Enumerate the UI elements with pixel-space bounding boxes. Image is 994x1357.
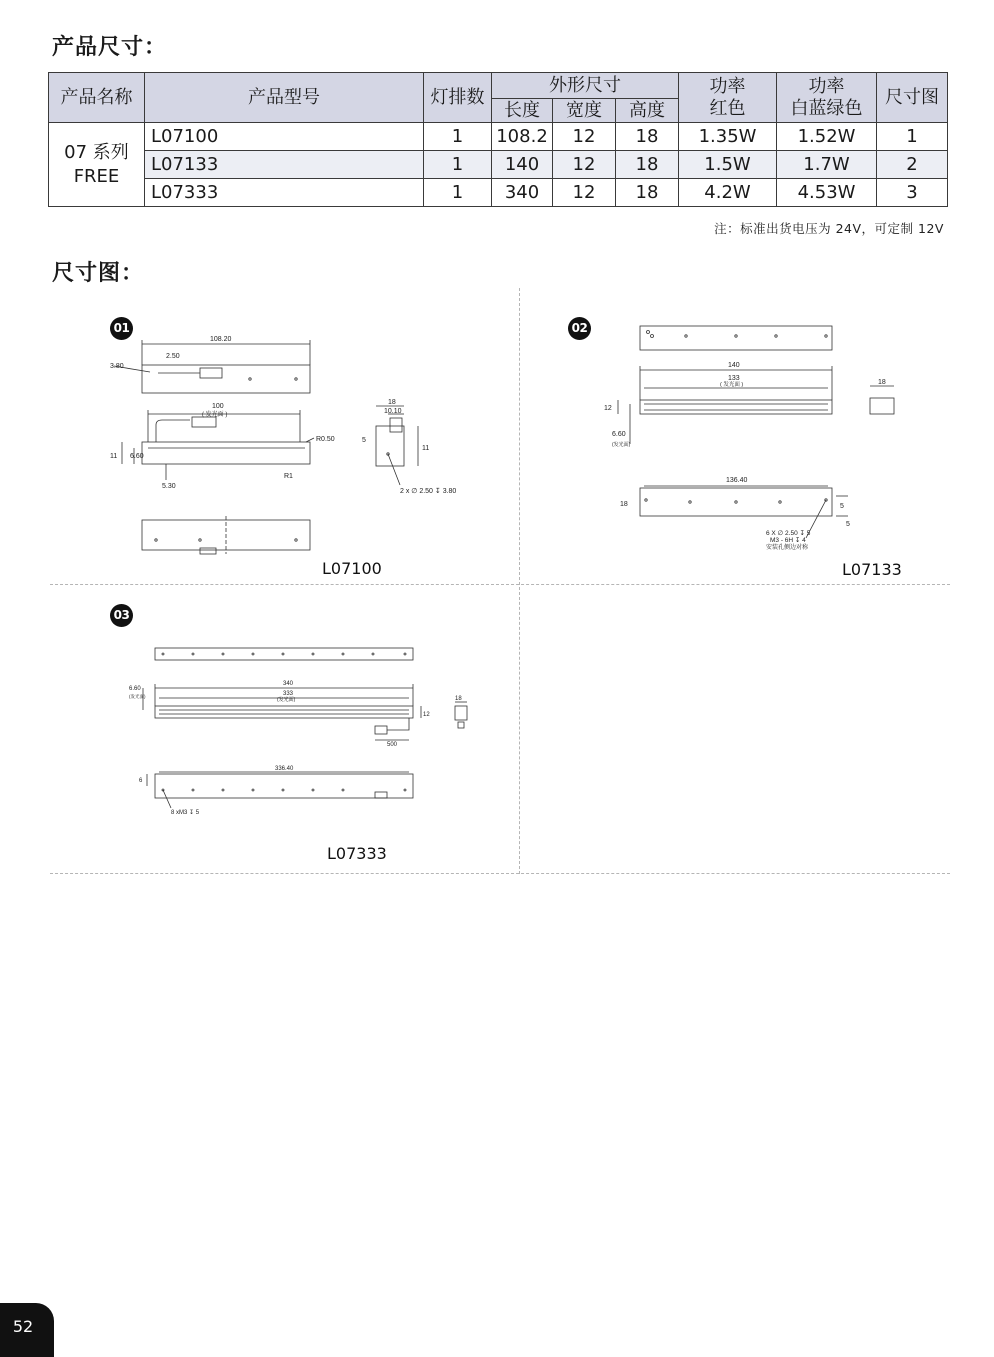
d2-bottom-body bbox=[640, 488, 832, 516]
cell-drawing: 3 bbox=[877, 179, 948, 207]
d3-dim-bottom: 336.40 bbox=[275, 766, 294, 772]
cell-width: 12 bbox=[553, 179, 616, 207]
d1-dim-emit: 100 bbox=[212, 403, 224, 410]
header-model: 产品型号 bbox=[145, 73, 424, 123]
drawings-title: 尺寸图： bbox=[52, 261, 145, 286]
d3-dim-emit: 333 bbox=[283, 691, 294, 697]
cell-rows: 1 bbox=[424, 151, 492, 179]
cell-drawing: 1 bbox=[877, 123, 948, 151]
d1-dim-s5: 5 bbox=[362, 437, 366, 444]
d1-dim-h66: 6.60 bbox=[130, 453, 144, 460]
drawing-caption-l07133: L07133 bbox=[842, 560, 902, 579]
d2-dim-emit-label: ( 发光面 ) bbox=[720, 382, 744, 388]
d1-dim-emit-label: ( 发光面 ) bbox=[202, 412, 228, 418]
d1-top-body bbox=[142, 365, 310, 393]
table-row bbox=[49, 123, 948, 151]
grid-divider-bottom bbox=[50, 873, 950, 874]
cell-power-wbg: 1.52W bbox=[777, 123, 877, 151]
cell-power-wbg: 1.7W bbox=[777, 151, 877, 179]
cell-width: 12 bbox=[553, 123, 616, 151]
grid-divider-middle bbox=[50, 584, 950, 585]
header-power-wbg-line1: 功率 bbox=[808, 75, 845, 97]
cell-power-red: 1.35W bbox=[679, 123, 777, 151]
d2-note3: 安装孔侧边对称 bbox=[766, 545, 809, 551]
series-cell bbox=[49, 123, 145, 207]
d1-dim-h53: 5.30 bbox=[162, 483, 176, 490]
d2-top-body bbox=[640, 326, 832, 350]
header-drawing: 尺寸图 bbox=[877, 73, 948, 123]
d3-dim-holes: 8 xM3 ↧ 5 bbox=[171, 810, 200, 816]
d1-dim-s1010: 10.10 bbox=[384, 408, 402, 415]
d2-dim-bottom: 136.40 bbox=[726, 477, 748, 484]
d1-dim-r05: R0.50 bbox=[316, 436, 335, 443]
cell-length: 108.2 bbox=[492, 123, 553, 151]
d3-end-body bbox=[455, 706, 467, 720]
header-power-red-line1: 功率 bbox=[709, 75, 746, 97]
d3-dim-b6: 6 bbox=[139, 778, 143, 784]
d3-dim-s18: 18 bbox=[455, 696, 462, 702]
product-dimensions-title: 产品尺寸： bbox=[52, 35, 168, 60]
d2-dim-b5b: 5 bbox=[846, 521, 850, 528]
series-line1: 07 系列 bbox=[64, 141, 129, 163]
drawing-caption-l07100: L07100 bbox=[322, 559, 382, 578]
spec-table bbox=[48, 72, 948, 207]
d2-dim-b5a: 5 bbox=[840, 503, 844, 510]
d3-bottom-body bbox=[155, 774, 413, 798]
d1-dim-h11: 11 bbox=[110, 453, 118, 460]
cell-length: 140 bbox=[492, 151, 553, 179]
d1-dim-r1: R1 bbox=[284, 473, 293, 480]
header-name: 产品名称 bbox=[49, 73, 145, 123]
cell-power-red: 1.5W bbox=[679, 151, 777, 179]
cell-width: 12 bbox=[553, 151, 616, 179]
d3-dim-h66-label: (发光面) bbox=[129, 694, 146, 699]
cell-height: 18 bbox=[616, 179, 679, 207]
d2-end-body bbox=[870, 398, 894, 414]
cell-model: L07100 bbox=[145, 123, 424, 151]
cell-drawing: 2 bbox=[877, 151, 948, 179]
cell-height: 18 bbox=[616, 123, 679, 151]
drawing-l07100 bbox=[100, 330, 500, 560]
drawing-l07333 bbox=[125, 640, 495, 820]
cell-length: 340 bbox=[492, 179, 553, 207]
d1-dim-s11: 11 bbox=[422, 445, 430, 452]
d3-dim-emit-label: (发光面) bbox=[277, 697, 296, 703]
d1-dim-pin: 2.50 bbox=[166, 353, 180, 360]
d1-dim-holes: 2 x ∅ 2.50 ↧ 3.80 bbox=[400, 488, 457, 495]
d1-dim-s18: 18 bbox=[388, 399, 396, 406]
cell-model: L07333 bbox=[145, 179, 424, 207]
header-width: 宽度 bbox=[553, 99, 616, 123]
table-row bbox=[49, 151, 948, 179]
drawing-badge-03: 03 bbox=[110, 604, 133, 627]
d2-dim-emit: 133 bbox=[728, 375, 740, 382]
d2-dim-h66: 6.60 bbox=[612, 431, 626, 438]
drawing-badge-01: 01 bbox=[110, 317, 133, 340]
cell-model: L07133 bbox=[145, 151, 424, 179]
cell-rows: 1 bbox=[424, 179, 492, 207]
header-power-wbg-line2: 白蓝绿色 bbox=[790, 97, 863, 119]
header-power-red-line2: 红色 bbox=[709, 97, 746, 119]
cell-height: 18 bbox=[616, 151, 679, 179]
cell-power-red: 4.2W bbox=[679, 179, 777, 207]
page-number: 52 bbox=[0, 1303, 54, 1357]
voltage-note: 注：标准出货电压为 24V，可定制 12V bbox=[714, 221, 944, 236]
d1-dim-total: 108.20 bbox=[210, 336, 232, 343]
cell-rows: 1 bbox=[424, 123, 492, 151]
d2-dim-h12: 12 bbox=[604, 405, 612, 412]
drawing-caption-l07333: L07333 bbox=[327, 844, 387, 863]
d2-dim-h66-label: (发光面) bbox=[612, 442, 631, 448]
d3-dim-cable: 500 bbox=[387, 742, 398, 748]
d3-dim-total: 340 bbox=[283, 681, 294, 687]
table-row bbox=[49, 179, 948, 207]
d2-note1: 6 X ∅ 2.50 ↧ 5 bbox=[766, 530, 811, 537]
series-line2: FREE bbox=[73, 165, 120, 187]
header-power-wbg bbox=[777, 73, 877, 123]
d2-note2: M3 - 6H ↧ 4 bbox=[770, 537, 806, 544]
d1-dim-hole: 3.80 bbox=[110, 363, 124, 370]
grid-divider-vertical bbox=[519, 288, 520, 874]
header-power-red bbox=[679, 73, 777, 123]
d2-dim-total: 140 bbox=[728, 362, 740, 369]
d2-dim-b18: 18 bbox=[620, 501, 628, 508]
d3-dim-h12: 12 bbox=[423, 712, 430, 718]
d3-dim-h66: 6.60 bbox=[129, 686, 141, 692]
cell-power-wbg: 4.53W bbox=[777, 179, 877, 207]
d1-side-body bbox=[142, 442, 310, 464]
drawing-badge-02: 02 bbox=[568, 317, 591, 340]
header-height: 高度 bbox=[616, 99, 679, 123]
drawing-l07133 bbox=[600, 320, 920, 555]
header-length: 长度 bbox=[492, 99, 553, 123]
header-dims: 外形尺寸 bbox=[492, 73, 679, 99]
d2-side-body bbox=[640, 400, 832, 414]
header-rows: 灯排数 bbox=[424, 73, 492, 123]
d2-dim-s18: 18 bbox=[878, 379, 886, 386]
d3-side-body bbox=[155, 706, 413, 718]
